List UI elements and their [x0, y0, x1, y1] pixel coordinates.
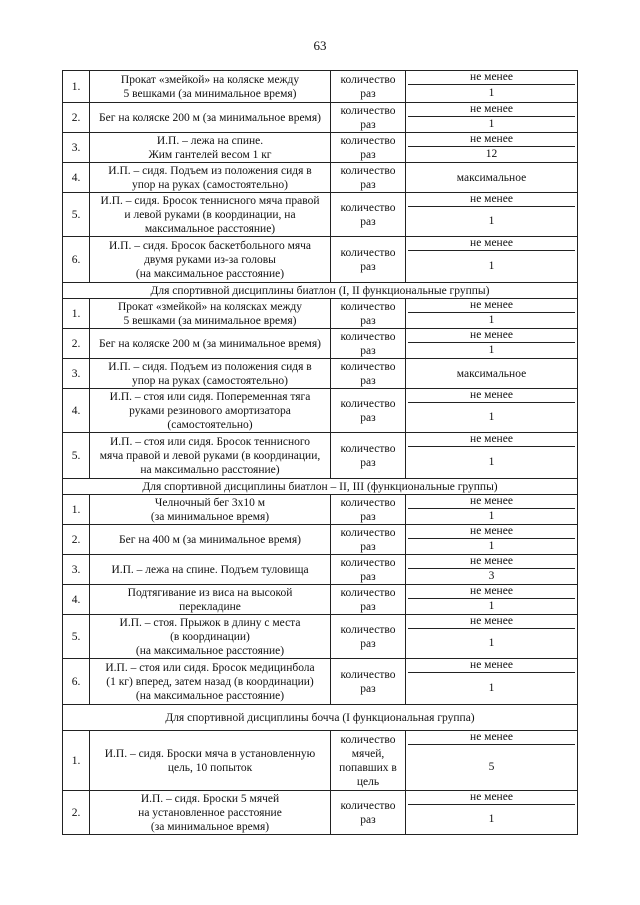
row-number: 1.	[63, 299, 90, 329]
value-qualifier: не менее	[408, 103, 575, 117]
exercise-text-line: Прокат «змейкой» на колясках между	[117, 300, 303, 313]
exercise-text-line: И.П. – сидя. Бросок теннисного мяча правой	[100, 194, 320, 207]
table-row	[63, 389, 578, 433]
exercise-text-line: Бег на коляске 200 м (за минимальное время)	[99, 337, 321, 350]
value-number: 12	[485, 148, 498, 160]
value-number: 1	[488, 510, 495, 522]
unit-text-line: количество	[340, 300, 396, 313]
unit-cell	[331, 495, 406, 525]
unit-text-line: количество	[340, 164, 396, 177]
unit-text-line: мячей,	[351, 747, 385, 760]
table-row	[63, 193, 578, 237]
row-number: 2.	[63, 791, 90, 835]
unit-cell	[331, 555, 406, 585]
unit-cell	[331, 615, 406, 659]
unit-text-line: раз	[360, 374, 376, 387]
row-number: 1.	[63, 71, 90, 103]
value-cell	[406, 615, 578, 659]
exercise-text-line: (самостоятельно)	[167, 418, 253, 431]
table-row	[63, 659, 578, 705]
unit-text-line: попавших в	[339, 761, 397, 774]
exercise-text-line: максимальное расстояние)	[144, 222, 276, 235]
unit-cell	[331, 585, 406, 615]
value-qualifier: не менее	[408, 133, 575, 147]
unit-cell	[331, 359, 406, 389]
value-cell	[406, 495, 578, 525]
value-qualifier: не менее	[408, 615, 575, 629]
unit-text-line: количество	[340, 134, 396, 147]
value-cell	[406, 237, 578, 283]
unit-cell	[331, 103, 406, 133]
standards-table-body	[63, 71, 578, 835]
value-number: 1	[488, 600, 495, 612]
exercise-cell	[90, 433, 331, 479]
exercise-text-line: И.П. – стоя. Прыжок в длину с места	[119, 616, 301, 629]
value-cell	[406, 433, 578, 479]
table-row	[63, 299, 578, 329]
exercise-text-line: И.П. – сидя. Подъем из положения сидя в	[108, 360, 312, 373]
standards-table	[62, 70, 578, 835]
unit-text-line: количество	[340, 104, 396, 117]
table-row	[63, 525, 578, 555]
exercise-cell	[90, 389, 331, 433]
unit-text-line: раз	[360, 178, 376, 191]
row-number: 5.	[63, 615, 90, 659]
row-number: 4.	[63, 163, 90, 193]
page-number: 63	[313, 38, 327, 53]
value-cell	[406, 585, 578, 615]
unit-text-line: количество	[340, 733, 396, 746]
unit-cell	[331, 163, 406, 193]
unit-cell	[331, 659, 406, 705]
value-qualifier: не менее	[408, 71, 575, 85]
exercise-cell	[90, 103, 331, 133]
table-row	[63, 731, 578, 791]
unit-text-line: количество	[340, 397, 396, 410]
exercise-cell	[90, 329, 331, 359]
unit-text-line: количество	[340, 586, 396, 599]
value-cell	[406, 103, 578, 133]
table-row	[63, 237, 578, 283]
unit-text-line: количество	[340, 330, 396, 343]
unit-text-line: количество	[340, 442, 396, 455]
value-number: 5	[488, 761, 495, 773]
table-row	[63, 163, 578, 193]
row-number: 2.	[63, 525, 90, 555]
exercise-text-line: 5 вешками (за минимальное время)	[123, 87, 297, 100]
unit-text-line: раз	[360, 344, 376, 357]
unit-text-line: раз	[360, 260, 376, 273]
exercise-text-line: И.П. – сидя. Броски мяча в установленную	[104, 747, 316, 760]
table-row	[63, 585, 578, 615]
exercise-cell	[90, 585, 331, 615]
section-heading: Для спортивной дисциплины биатлон – II, III (функциональные группы)	[63, 479, 578, 495]
unit-text-line: раз	[360, 600, 376, 613]
value-cell	[406, 299, 578, 329]
section-heading: Для спортивной дисциплины бочча (I функциональная группа)	[63, 705, 578, 731]
unit-text-line: количество	[340, 623, 396, 636]
value-qualifier: не менее	[408, 237, 575, 251]
exercise-cell	[90, 731, 331, 791]
exercise-text-line: И.П. – стоя или сидя. Попеременная тяга	[109, 390, 311, 403]
exercise-text-line: И.П. – лежа на спине. Подъем туловища	[111, 563, 309, 576]
exercise-text-line: двумя руками из-за головы	[144, 253, 276, 266]
unit-text-line: раз	[360, 87, 376, 100]
exercise-cell	[90, 359, 331, 389]
unit-text-line: раз	[360, 637, 376, 650]
exercise-text-line: на максимально расстояние)	[140, 463, 280, 476]
exercise-text-line: Бег на коляске 200 м (за минимальное время)	[99, 111, 321, 124]
unit-text-line: количество	[340, 526, 396, 539]
unit-text-line: раз	[360, 215, 376, 228]
table-row	[63, 615, 578, 659]
exercise-text-line: и левой руками (в координации, на	[124, 208, 296, 221]
value-number: 1	[488, 215, 495, 227]
unit-text-line: раз	[360, 570, 376, 583]
value-number: 1	[488, 118, 495, 130]
exercise-text-line: И.П. – сидя. Броски 5 мячей	[140, 792, 280, 805]
unit-cell	[331, 299, 406, 329]
value-number: 1	[488, 411, 495, 423]
exercise-cell	[90, 615, 331, 659]
value-qualifier: не менее	[408, 555, 575, 569]
value-cell	[406, 71, 578, 103]
exercise-text-line: (1 кг) вперед, затем назад (в координации)	[106, 675, 314, 688]
value-number: 1	[488, 813, 495, 825]
value-cell	[406, 659, 578, 705]
table-row	[63, 71, 578, 103]
exercise-text-line: (на максимальное расстояние)	[135, 267, 285, 280]
value-qualifier: не менее	[408, 659, 575, 673]
row-number: 3.	[63, 555, 90, 585]
exercise-text-line: мяча правой и левой руками (в координации,	[99, 449, 321, 462]
row-number: 4.	[63, 585, 90, 615]
value-qualifier: не менее	[408, 791, 575, 805]
exercise-text-line: руками резинового амортизатора	[129, 404, 291, 417]
exercise-text-line: И.П. – стоя или сидя. Бросок теннисного	[109, 435, 311, 448]
unit-text-line: раз	[360, 682, 376, 695]
value-qualifier: не менее	[408, 299, 575, 313]
unit-cell	[331, 71, 406, 103]
table-row	[63, 495, 578, 525]
table-row	[63, 555, 578, 585]
unit-text-line: раз	[360, 540, 376, 553]
value-qualifier: не менее	[408, 389, 575, 403]
section-row	[63, 283, 578, 299]
unit-text-line: раз	[360, 118, 376, 131]
row-number: 5.	[63, 433, 90, 479]
exercise-text-line: 5 вешками (за минимальное время)	[123, 314, 297, 327]
unit-cell	[331, 237, 406, 283]
row-number: 2.	[63, 103, 90, 133]
unit-cell	[331, 329, 406, 359]
exercise-text-line: Челночный бег 3х10 м	[154, 496, 266, 509]
value-cell	[406, 389, 578, 433]
value-number: 1	[488, 456, 495, 468]
value-cell	[406, 555, 578, 585]
exercise-cell	[90, 193, 331, 237]
unit-text-line: количество	[340, 360, 396, 373]
exercise-cell	[90, 525, 331, 555]
unit-text-line: раз	[360, 314, 376, 327]
value-qualifier: не менее	[408, 329, 575, 343]
unit-cell	[331, 133, 406, 163]
row-number: 3.	[63, 359, 90, 389]
value-qualifier: не менее	[408, 585, 575, 599]
unit-text-line: количество	[340, 73, 396, 86]
unit-text-line: раз	[360, 456, 376, 469]
unit-text-line: раз	[360, 813, 376, 826]
exercise-cell	[90, 71, 331, 103]
row-number: 5.	[63, 193, 90, 237]
value-cell	[406, 133, 578, 163]
value-number: 1	[488, 87, 495, 99]
section-row	[63, 705, 578, 731]
value-number: 1	[488, 260, 495, 272]
unit-text-line: раз	[360, 510, 376, 523]
exercise-cell	[90, 791, 331, 835]
exercise-cell	[90, 163, 331, 193]
value-qualifier: не менее	[408, 433, 575, 447]
unit-text-line: количество	[340, 246, 396, 259]
unit-text-line: количество	[340, 496, 396, 509]
table-row	[63, 433, 578, 479]
value-number: 1	[488, 344, 495, 356]
value-number: 1	[488, 314, 495, 326]
value-number: 1	[488, 637, 495, 649]
unit-cell	[331, 525, 406, 555]
unit-cell	[331, 791, 406, 835]
value-text: максимальное	[456, 171, 527, 184]
exercise-cell	[90, 555, 331, 585]
row-number: 3.	[63, 133, 90, 163]
value-qualifier: не менее	[408, 525, 575, 539]
exercise-text-line: (в координации)	[170, 630, 250, 643]
exercise-cell	[90, 237, 331, 283]
value-cell	[406, 163, 578, 193]
row-number: 6.	[63, 659, 90, 705]
row-number: 2.	[63, 329, 90, 359]
value-qualifier: не менее	[408, 193, 575, 207]
section-row	[63, 479, 578, 495]
exercise-text-line: (за минимальное время)	[150, 510, 270, 523]
unit-cell	[331, 433, 406, 479]
value-cell	[406, 359, 578, 389]
value-qualifier: не менее	[408, 731, 575, 745]
unit-cell	[331, 731, 406, 791]
value-number: 1	[488, 682, 495, 694]
value-number: 1	[488, 540, 495, 552]
table-row	[63, 329, 578, 359]
exercise-text-line: перекладине	[179, 600, 241, 613]
unit-text-line: количество	[340, 799, 396, 812]
unit-cell	[331, 193, 406, 237]
exercise-text-line: (за минимальное время)	[150, 820, 270, 833]
exercise-text-line: (на максимальное расстояние)	[135, 689, 285, 702]
unit-text-line: раз	[360, 148, 376, 161]
exercise-text-line: на установленное расстояние	[138, 806, 282, 819]
value-cell	[406, 731, 578, 791]
table-row	[63, 103, 578, 133]
unit-text-line: количество	[340, 201, 396, 214]
unit-text-line: количество	[340, 668, 396, 681]
exercise-text-line: И.П. – сидя. Подъем из положения сидя в	[108, 164, 312, 177]
table-row	[63, 791, 578, 835]
value-qualifier: не менее	[408, 495, 575, 509]
exercise-cell	[90, 659, 331, 705]
exercise-text-line: Жим гантелей весом 1 кг	[148, 148, 272, 161]
value-number: 3	[488, 570, 495, 582]
row-number: 6.	[63, 237, 90, 283]
exercise-cell	[90, 299, 331, 329]
row-number: 1.	[63, 731, 90, 791]
section-heading: Для спортивной дисциплины биатлон (I, II функциональные группы)	[63, 283, 578, 299]
unit-cell	[331, 389, 406, 433]
exercise-cell	[90, 495, 331, 525]
unit-text-line: цель	[356, 775, 380, 788]
table-row	[63, 133, 578, 163]
row-number: 4.	[63, 389, 90, 433]
exercise-text-line: И.П. – лежа на спине.	[156, 134, 264, 147]
row-number: 1.	[63, 495, 90, 525]
unit-text-line: раз	[360, 411, 376, 424]
exercise-text-line: Подтягивание из виса на высокой	[127, 586, 293, 599]
exercise-text-line: (на максимальное расстояние)	[135, 644, 285, 657]
value-cell	[406, 525, 578, 555]
value-cell	[406, 193, 578, 237]
exercise-text-line: Бег на 400 м (за минимальное время)	[119, 533, 301, 546]
value-text: максимальное	[456, 367, 527, 380]
exercise-cell	[90, 133, 331, 163]
exercise-text-line: Прокат «змейкой» на коляске между	[120, 73, 300, 86]
exercise-text-line: И.П. – стоя или сидя. Бросок медицинбола	[105, 661, 315, 674]
table-row	[63, 359, 578, 389]
exercise-text-line: упор на руках (самостоятельно)	[131, 178, 289, 191]
exercise-text-line: И.П. – сидя. Бросок баскетбольного мяча	[108, 239, 312, 252]
value-cell	[406, 329, 578, 359]
exercise-text-line: упор на руках (самостоятельно)	[131, 374, 289, 387]
unit-text-line: количество	[340, 556, 396, 569]
exercise-text-line: цель, 10 попыток	[167, 761, 253, 774]
value-cell	[406, 791, 578, 835]
